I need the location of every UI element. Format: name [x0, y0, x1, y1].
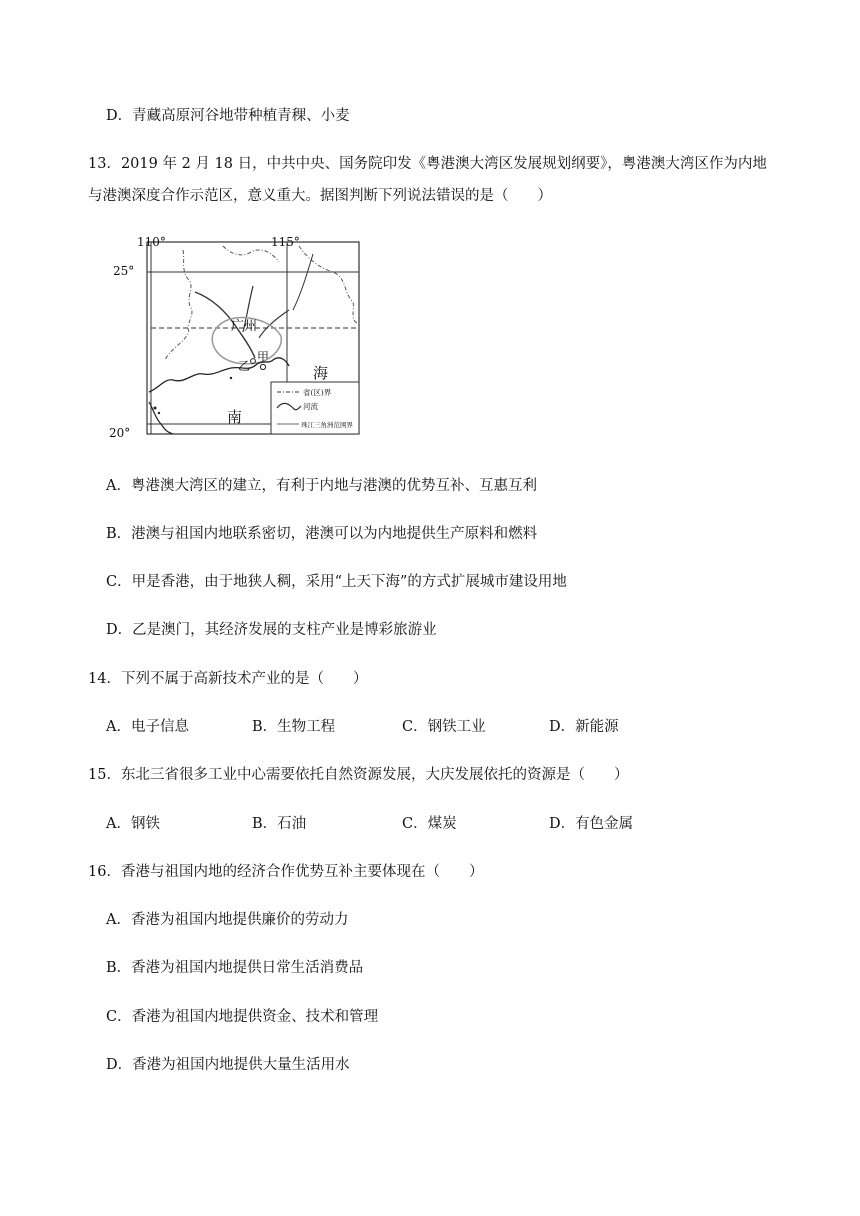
- label-jia: 甲: [257, 350, 270, 364]
- label-hai: 海: [313, 364, 329, 382]
- q14-option-d: D．新能源: [549, 719, 619, 735]
- legend-delta-label: 珠江三角洲范围界: [301, 421, 353, 429]
- lon-110-label: 110°: [137, 235, 166, 249]
- label-yi: 乙: [238, 359, 251, 373]
- q14-stem: 14．下列不属于高新技术产业的是（ ）: [88, 671, 368, 687]
- legend-boundary-label: 省(区)界: [303, 388, 332, 397]
- q16-option-b: B．香港为祖国内地提供日常生活消费品: [106, 960, 364, 976]
- q13-option-d: D．乙是澳门，其经济发展的支柱产业是博彩旅游业: [106, 622, 437, 638]
- q13-stem-line1: 13．2019 年 2 月 18 日，中共中央、国务院印发《粤港澳大湾区发展规划纲要》，粤港澳大湾区作为内地: [88, 156, 767, 172]
- legend-river-label: 河流: [303, 402, 318, 411]
- q14-option-b: B．生物工程: [252, 719, 336, 735]
- q12-option-d: D．青藏高原河谷地带种植青稞、小麦: [106, 108, 350, 124]
- lat-25-label: 25°: [113, 264, 135, 278]
- q13-option-a: A．粤港澳大湾区的建立，有利于内地与港澳的优势互补、互惠互利: [106, 478, 537, 494]
- label-nan: 南: [227, 408, 243, 426]
- q15-option-d: D．有色金属: [549, 816, 634, 832]
- q13-stem-line2: 与港澳深度合作示范区，意义重大。据图判断下列说法错误的是（ ）: [88, 188, 552, 204]
- q14-option-c: C．钢铁工业: [402, 719, 486, 735]
- q16-option-c: C．香港为祖国内地提供资金、技术和管理: [106, 1009, 379, 1025]
- q15-option-c: C．煤炭: [402, 816, 457, 832]
- lon-115-label: 115°: [271, 235, 300, 249]
- q13-option-b: B．港澳与祖国内地联系密切，港澳可以为内地提供生产原料和燃料: [106, 526, 538, 542]
- q15-stem: 15．东北三省很多工业中心需要依托自然资源发展，大庆发展依托的资源是（ ）: [88, 767, 629, 783]
- q15-option-b: B．石油: [252, 816, 307, 832]
- q16-option-a: A．香港为祖国内地提供廉价的劳动力: [106, 912, 349, 928]
- q16-stem: 16．香港与祖国内地的经济合作优势互补主要体现在（ ）: [88, 864, 484, 880]
- q16-option-d: D．香港为祖国内地提供大量生活用水: [106, 1057, 350, 1073]
- q13-option-c: C．甲是香港，由于地狭人稠，采用“上天下海”的方式扩展城市建设用地: [106, 574, 567, 590]
- label-guangzhou: 广州: [231, 319, 258, 334]
- lat-20-label: 20°: [109, 426, 131, 440]
- greater-bay-area-map: [103, 232, 363, 440]
- q15-option-a: A．钢铁: [106, 816, 160, 832]
- q14-option-a: A．电子信息: [106, 719, 189, 735]
